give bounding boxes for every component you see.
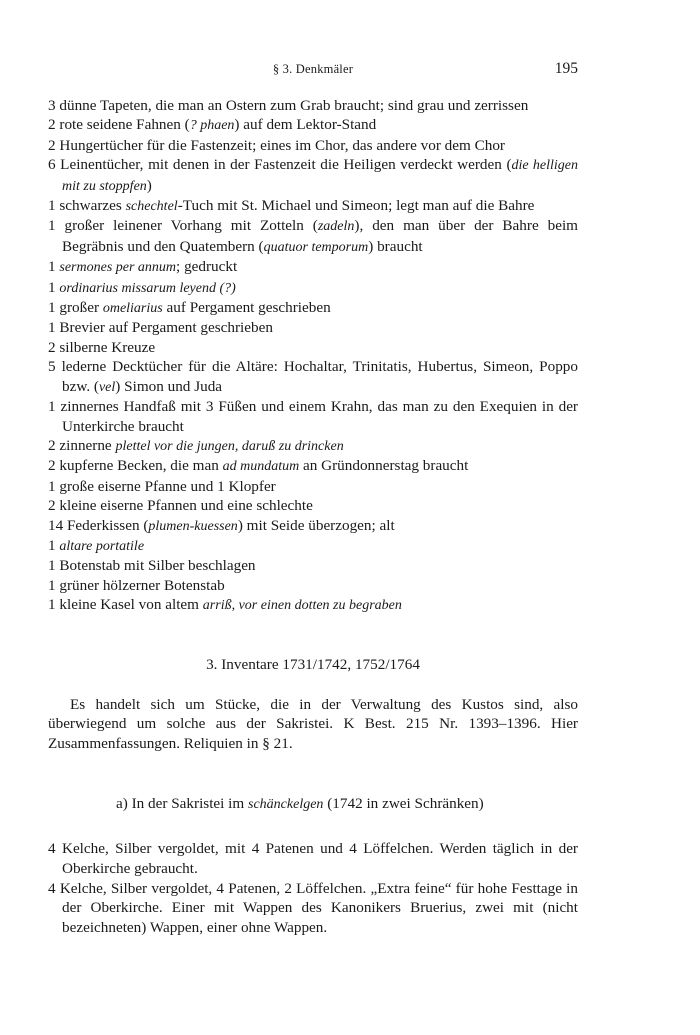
entry-latin-term: arriß, vor einen dotten zu begraben <box>202 598 402 614</box>
entry-text: Brevier auf Pergament geschrieben <box>55 319 273 337</box>
entry-latin-term: ordinarius missarum leyend (?) <box>59 280 236 296</box>
entry-quantity: 1 <box>48 278 56 296</box>
body-paragraph: Es handelt sich um Stücke, die in der Verwaltung des Kustos sind, also überwiegend um solche aus der Sakristei. K Best. 215 Nr. 1393–1396. Hier Zusammenfassungen. Reliquien in § 21. <box>48 695 578 752</box>
inventory-entry <box>48 115 578 135</box>
entry-text: große eiserne Pfanne und 1 Klopfer <box>55 477 276 495</box>
inventory-entry <box>48 155 578 196</box>
inventory-entry <box>48 477 578 496</box>
running-header <box>48 60 578 84</box>
inventory-entry <box>48 595 578 615</box>
inventory-list <box>48 96 578 616</box>
entry-text: -Tuch mit St. Michael und Simeon; legt man auf die Bahre <box>177 197 535 215</box>
entry-text: Botenstab mit Silber beschlagen <box>55 557 256 575</box>
entry-text: ) auf dem Lektor-Stand <box>234 116 377 134</box>
entry-quantity: 1 <box>48 398 56 416</box>
entry-quantity: 2 <box>48 436 56 454</box>
entry-quantity: 14 <box>48 516 64 534</box>
inventory-entry <box>48 357 578 397</box>
entry-latin-term: plumen-kuessen <box>148 518 238 534</box>
entry-text: silberne Kreuze <box>55 338 156 356</box>
entry-text: Leinentücher, mit denen in der Fastenzeit die Heiligen verdeckt werden ( <box>55 156 512 174</box>
entry-latin-term: zadeln <box>317 219 355 235</box>
entry-text: großer leinener Vorhang mit Zotteln ( <box>55 217 318 235</box>
entry-quantity: 5 <box>48 358 56 376</box>
entry-latin-term: schechtel <box>125 199 178 215</box>
entry-text: Kelche, Silber vergoldet, mit 4 Patenen und 4 Löffelchen. Werden täglich in der Oberkirche gebraucht. <box>55 840 578 877</box>
entry-text: ) <box>146 176 152 194</box>
entry-text: kleine eiserne Pfannen und eine schlechte <box>55 497 313 515</box>
entry-text: grüner hölzerner Botenstab <box>55 576 225 594</box>
subsection-italic-term: schänckelgen <box>248 797 324 813</box>
inventory-entry <box>48 216 578 257</box>
entry-quantity: 4 <box>48 840 56 858</box>
entry-text: ) Simon und Juda <box>115 377 223 395</box>
subsection-suffix: (1742 in zwei Schränken) <box>323 795 484 813</box>
entry-text: ; gedruckt <box>176 258 238 276</box>
inventory-entry <box>48 136 578 155</box>
entry-text: kleine Kasel von altem <box>55 596 203 614</box>
entry-quantity: 4 <box>48 879 56 897</box>
inventory-entry <box>48 436 578 456</box>
inventory-entry <box>48 516 578 536</box>
entry-quantity: 1 <box>48 536 56 554</box>
entry-text: zinnernes Handfaß mit 3 Füßen und einem Krahn, das man zu den Exequien in der Unterkirche braucht <box>55 398 578 435</box>
entry-quantity: 2 <box>48 338 56 356</box>
entry-quantity: 1 <box>48 477 56 495</box>
inventory-entry <box>48 397 578 436</box>
inventory-entry <box>48 257 578 277</box>
entry-text: kupferne Becken, die man <box>55 457 223 475</box>
entry-text: an Gründonnerstag braucht <box>299 457 469 475</box>
entry-latin-term: altare portatile <box>59 538 145 554</box>
subsection-heading <box>48 795 578 813</box>
entry-quantity: 1 <box>48 197 56 215</box>
entry-latin-term: ? phaen <box>189 118 235 134</box>
entry-quantity: 1 <box>48 576 56 594</box>
entry-quantity: 2 <box>48 457 56 475</box>
entry-text: ) braucht <box>368 237 423 255</box>
entry-quantity: 1 <box>48 299 56 317</box>
entry-quantity: 1 <box>48 217 56 235</box>
entry-latin-term: ad mundatum <box>222 459 300 475</box>
entry-text: Kelche, Silber vergoldet, 4 Patenen, 2 Löffelchen. „Extra feine“ für hohe Festtage in der Oberkirche. Einer mit Wappen des Kanonikers Bruerius, zwei mit (nicht bezeichneten) Wappen, einer ohne Wappen. <box>55 879 578 936</box>
entry-quantity: 2 <box>48 497 56 515</box>
entry-text: rote seidene Fahnen ( <box>55 116 190 134</box>
inventory-entry <box>48 536 578 556</box>
inventory-entry <box>48 96 578 115</box>
entry-latin-term: sermones per annum <box>59 260 177 276</box>
inventory-entry <box>48 278 578 298</box>
inventory-entry <box>48 456 578 476</box>
subsection-prefix: a) In der Sakristei im <box>116 795 249 813</box>
inventory-entry <box>48 496 578 515</box>
entry-text: zinnerne <box>55 436 116 454</box>
entry-latin-term: die helligen mit zu stoppfen <box>62 158 579 194</box>
inventory-entry <box>48 318 578 337</box>
entry-quantity: 1 <box>48 557 56 575</box>
entry-text: Hungertücher für die Fastenzeit; eines im Chor, das andere vor dem Chor <box>55 136 505 154</box>
inventory-entry <box>48 298 578 318</box>
entry-quantity: 2 <box>48 136 56 154</box>
entry-text: großer <box>55 299 103 317</box>
entry-quantity: 1 <box>48 258 56 276</box>
entry-text: schwarzes <box>55 197 126 215</box>
entry-latin-term: omeliarius <box>102 301 163 317</box>
page-number: 195 <box>554 60 578 77</box>
entry-latin-term: plettel vor die jungen, daruß zu drincken <box>115 438 344 454</box>
inventory-entry <box>48 338 578 357</box>
entry-quantity: 1 <box>48 596 56 614</box>
entry-text: ), den man über der Bahre beim Begräbnis und den Quatembern ( <box>62 217 578 255</box>
entry-quantity: 6 <box>48 156 56 174</box>
entry-text: auf Pergament geschrieben <box>162 299 331 317</box>
section-heading: 3. Inventare 1731/1742, 1752/1764 <box>206 655 420 673</box>
inventory-entry <box>48 196 578 216</box>
inventory-entry <box>48 576 578 595</box>
entry-latin-term: vel <box>98 379 116 395</box>
entry-quantity: 2 <box>48 116 56 134</box>
book-page <box>48 60 578 937</box>
entry-quantity: 1 <box>48 319 56 337</box>
inventory-list-sacristy <box>48 839 578 937</box>
inventory-entry <box>48 556 578 575</box>
entry-quantity: 3 <box>48 97 56 114</box>
entry-text: dünne Tapeten, die man an Ostern zum Grab braucht; sind grau und zerrissen <box>55 97 529 114</box>
entry-text: ) mit Seide überzogen; alt <box>237 516 395 534</box>
inventory-entry <box>48 879 578 938</box>
entry-latin-term: quatuor temporum <box>263 239 369 255</box>
section-title: § 3. Denkmäler <box>272 62 354 76</box>
entry-text: lederne Decktücher für die Altäre: Hochaltar, Trinitatis, Hubertus, Simeon, Poppo bzw. ( <box>55 358 578 395</box>
entry-text: Federkissen ( <box>63 516 149 534</box>
inventory-entry <box>48 839 578 878</box>
